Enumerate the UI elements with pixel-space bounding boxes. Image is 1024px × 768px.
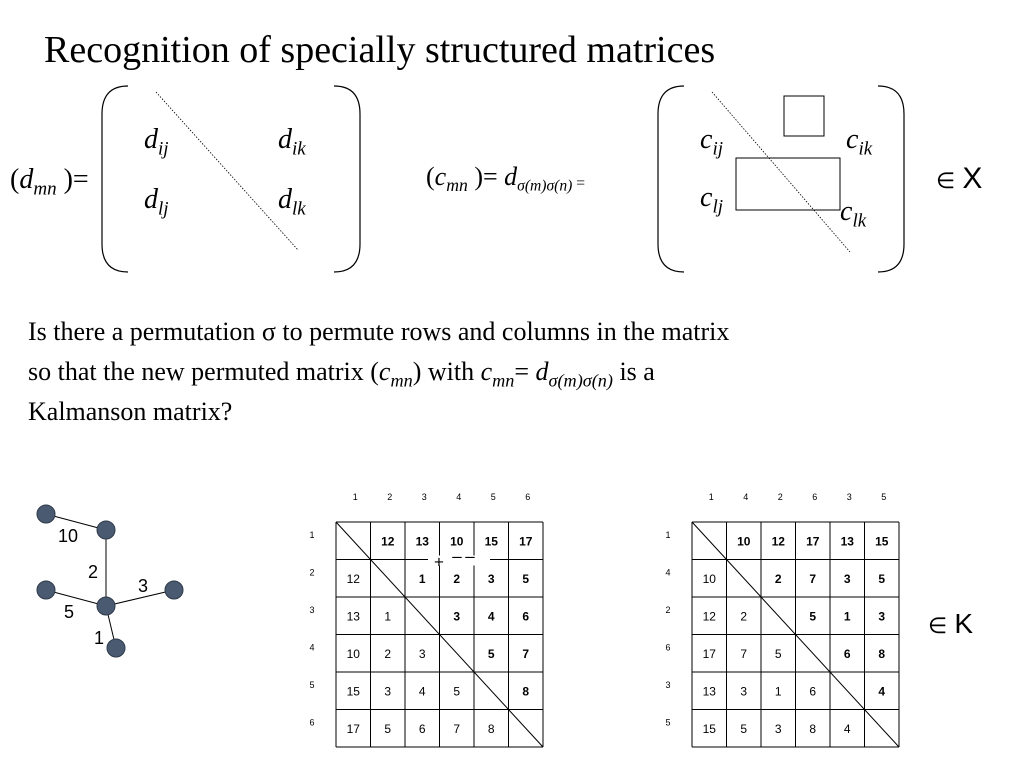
lhs-symbol: d [19,164,34,195]
table-cell-value: 15 [346,684,360,699]
eq-rhs-sub: σ(m)σ(n) [517,177,573,195]
table-cell-value: 1 [418,571,426,586]
q-sub: mn [492,370,515,391]
edge-label: 5 [64,602,75,622]
column-header: 2 [387,492,393,502]
table-cell-value: 12 [702,609,716,624]
edge-label: 1 [94,628,105,648]
row-header: 2 [665,605,671,615]
table-cell-value: 8 [809,721,817,736]
row-header: 2 [309,567,315,578]
question-line-1: Is there a permutation σ to permute rows and columns in the matrix [28,317,730,346]
right-matrix-frame [654,84,910,274]
table-cell-value: 5 [878,571,886,586]
table-cell-value: 2 [384,646,392,661]
table-cell-value: 3 [384,684,392,699]
q-text: so that the new permuted matrix ( [28,357,379,386]
table-cell-value: 13 [346,609,360,624]
entry-sub: ik [292,138,306,160]
q-sub: mn [390,370,413,391]
tree-node [165,581,183,599]
table-cell-value: 3 [843,571,851,586]
table-cell-value: 10 [346,646,360,661]
table-cell-value: 6 [809,684,817,699]
table-cell-value: 2 [740,609,748,624]
table-cell-value: 6 [418,721,426,736]
table-cell-value: 3 [453,609,461,624]
diagonal-line [156,92,298,250]
q-var: c [480,357,493,386]
column-header: 6 [812,492,818,502]
entry-base: c [700,182,713,213]
left-entry-top-right [278,124,306,160]
q-var: c [378,357,391,386]
entry-base: d [278,124,292,155]
table-cell-value: 8 [487,721,495,736]
lhs-matrix-label [10,164,89,200]
table-cell-value: 6 [843,646,851,661]
left-entry-top-left [144,124,169,160]
edge-label: 2 [88,562,99,582]
right-entry-top-right [846,124,873,160]
table-cell-value: 13 [415,534,429,549]
table-cell-value: 12 [346,571,360,586]
table-cell-value: 12 [381,534,395,549]
row-header: 5 [309,680,315,690]
in-set-k [928,608,973,640]
table-cell-value: 5 [809,609,817,624]
entry-base: c [700,124,713,155]
column-header: 3 [846,492,852,502]
left-entry-bottom-right [278,184,306,220]
table-cell-value: 2 [774,571,782,586]
permuted-matrix-equation [426,162,586,196]
entry-sub: ij [712,138,724,160]
q-sub: σ(m)σ(n) [548,370,613,391]
column-header: 1 [708,492,714,502]
table-cell-value: 2 [453,571,461,586]
in-set-x [936,162,982,196]
right-entry-top-left [700,124,724,160]
column-header: 5 [490,492,496,502]
slide-title: Recognition of specially structured matrices [44,29,716,71]
table-cell-value: 4 [843,721,851,736]
entry-sub: lk [292,198,306,220]
entry-sub: ik [858,138,873,160]
eq-symbol: c [434,162,447,191]
set-name: K [954,608,974,639]
edge-label: 3 [138,576,149,596]
left-bracket [102,86,128,272]
entry-sub: lj [158,198,169,220]
element-of-symbol: ∈ [928,613,948,638]
table-cell-value: 1 [843,609,851,624]
q-var: d [535,357,549,386]
row-header: 5 [665,717,671,728]
table-cell-value: 7 [809,571,817,586]
left-matrix-frame [98,84,366,274]
column-header: 2 [777,492,783,502]
table-cell-value: 3 [418,646,426,661]
table-cell-value: 3 [878,609,886,624]
tree-node [37,581,55,599]
tree-node [37,505,55,523]
sign-symbol: – [465,546,475,566]
right-bracket [334,86,360,272]
small-square [784,96,824,136]
entry-base: d [144,124,158,155]
table-cell-value: 10 [737,534,751,549]
table-cell-value: 5 [522,571,530,586]
column-header: 6 [525,492,531,502]
table-cell-value: 10 [702,571,716,586]
table-cell-value: 1 [774,684,782,699]
entry-sub: lj [712,196,724,218]
table-cell-value: 15 [484,534,498,549]
table-cell-value: 17 [346,721,360,736]
entry-base: c [840,196,853,227]
lhs-close: )= [56,164,89,195]
lhs-sub: mn [33,178,57,200]
table-cell-value: 1 [384,609,392,624]
table-cell-value: 8 [878,646,886,661]
column-header: 5 [881,492,887,502]
distance-table-1 [300,484,550,750]
table-cell-value: 3 [740,684,748,699]
tree-node [107,639,125,657]
table-cell-value: 13 [702,684,716,699]
table-cell-value: 3 [487,571,495,586]
table-cell-value: 7 [740,646,748,661]
left-entry-bottom-left [144,184,169,220]
table-cell-value: 17 [702,646,716,661]
eq-open: ( [426,162,435,191]
right-bracket [878,86,904,272]
entry-sub: lk [852,210,867,232]
table-cell-value: 15 [875,534,889,549]
diagonal-line [712,92,853,252]
table-cell-value: 8 [522,684,530,699]
eq-close: )= [467,162,505,191]
element-of-symbol: ∈ [936,168,956,193]
row-header: 6 [665,642,671,653]
tree-diagram [30,498,200,668]
table-cell-value: 4 [418,684,426,699]
left-bracket [658,86,684,272]
eq-tail: = [572,175,586,193]
sign-symbol: + [434,552,444,572]
column-header: 3 [421,492,427,502]
entry-base: c [846,124,859,155]
table-cell-value: 4 [878,684,886,699]
table-cell-value: 4 [487,609,495,624]
column-header: 4 [456,492,462,502]
table-cell-value: 6 [522,609,530,624]
row-header: 3 [309,605,315,615]
eq-sub: mn [446,175,468,196]
row-header: 1 [665,530,671,540]
eq-rhs: d [504,162,518,191]
table-cell-value: 17 [806,534,820,549]
table-cell-value: 17 [519,534,533,549]
sign-symbol: – [452,546,462,566]
question-line-2 [28,352,988,392]
tree-node [97,597,115,615]
row-header: 4 [665,567,671,578]
row-header: 6 [309,717,315,728]
right-entry-bottom-right [840,196,867,232]
table-cell-value: 5 [453,684,461,699]
q-text: ) with [412,357,481,386]
column-header: 4 [743,492,749,502]
row-header: 3 [665,680,671,690]
table-cell-value: 13 [840,534,854,549]
entry-base: d [144,184,158,215]
table-cell-value: 15 [702,721,716,736]
set-name: X [962,162,983,195]
table-cell-value: 5 [384,721,392,736]
table-cell-value: 7 [453,721,461,736]
q-text: = [514,357,536,386]
table-cell-value: 10 [450,534,464,549]
question-paragraph [28,312,988,432]
right-entry-bottom-left [700,182,724,218]
table-cell-value: 5 [740,721,748,736]
entry-sub: ij [158,138,169,160]
entry-base: d [278,184,292,215]
q-text: is a [612,357,655,386]
distance-table-2 [656,484,906,750]
table-cell-value: 12 [771,534,785,549]
row-header: 1 [309,530,315,540]
large-rectangle [736,158,840,210]
table-cell-value: 5 [774,646,782,661]
row-header: 4 [309,642,315,653]
table-cell-value: 3 [774,721,782,736]
tree-node [97,521,115,539]
lhs-open: ( [10,164,20,195]
column-header: 1 [352,492,358,502]
question-line-3: Kalmanson matrix? [28,397,233,426]
table-cell-value: 7 [522,646,530,661]
table-cell-value: 5 [487,646,495,661]
edge-label: 10 [58,526,79,546]
